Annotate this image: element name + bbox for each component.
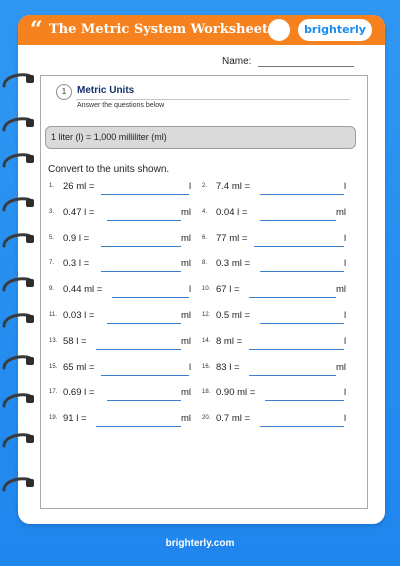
question-item	[49, 181, 202, 195]
spiral-ring	[4, 479, 34, 490]
answer-unit: l	[189, 284, 192, 295]
question-text: 26 ml =	[63, 181, 95, 192]
question-number: 2.	[202, 183, 208, 189]
name-field-line	[258, 66, 354, 67]
worksheet-header	[18, 15, 385, 45]
answer-blank[interactable]	[101, 246, 181, 247]
spiral-ring	[4, 435, 34, 446]
question-item	[202, 310, 357, 324]
spiral-ring	[4, 199, 34, 210]
question-item	[49, 413, 202, 427]
question-number: 14.	[202, 338, 211, 344]
question-item	[202, 258, 357, 272]
answer-unit: ml	[336, 362, 347, 373]
question-text: 0.03 l =	[63, 310, 95, 321]
question-item	[49, 310, 202, 324]
question-text: 0.44 ml =	[63, 284, 103, 295]
question-item	[49, 258, 202, 272]
question-number: 19.	[49, 415, 58, 421]
question-number: 17.	[49, 389, 58, 395]
question-text: 0.90 ml =	[216, 387, 256, 398]
question-text: 83 l =	[216, 362, 240, 373]
answer-blank[interactable]	[107, 400, 181, 401]
question-item	[202, 336, 357, 350]
answer-blank[interactable]	[260, 194, 344, 195]
answer-unit: l	[344, 233, 347, 244]
question-item	[49, 207, 202, 221]
question-text: 67 l =	[216, 284, 240, 295]
question-text: 0.04 l =	[216, 207, 248, 218]
answer-unit: ml	[181, 233, 192, 244]
answer-unit: ml	[181, 336, 192, 347]
question-text: 65 ml =	[63, 362, 95, 373]
answer-unit: l	[344, 336, 347, 347]
answer-unit: l	[344, 310, 347, 321]
answer-blank[interactable]	[249, 375, 336, 376]
spiral-ring	[4, 279, 34, 290]
answer-blank[interactable]	[254, 246, 344, 247]
question-text: 0.69 l =	[63, 387, 95, 398]
answer-unit: ml	[336, 284, 347, 295]
answer-blank[interactable]	[107, 220, 181, 221]
question-item	[202, 284, 357, 298]
answer-unit: l	[189, 181, 192, 192]
answer-unit: ml	[181, 258, 192, 269]
question-number: 20.	[202, 415, 211, 421]
question-item	[202, 207, 357, 221]
answer-unit: ml	[181, 387, 192, 398]
section-title: Metric Units	[77, 85, 135, 96]
answer-blank[interactable]	[101, 271, 181, 272]
answer-blank[interactable]	[96, 426, 181, 427]
question-item	[202, 362, 357, 376]
spiral-ring	[4, 119, 34, 130]
question-text: 77 ml =	[216, 233, 248, 244]
question-text: 91 l =	[63, 413, 87, 424]
question-text: 0.47 l =	[63, 207, 95, 218]
name-label: Name:	[222, 56, 252, 67]
answer-blank[interactable]	[96, 349, 181, 350]
question-item	[49, 362, 202, 376]
conversion-fact: 1 liter (l) = 1,000 milliliter (ml)	[51, 132, 167, 142]
answer-unit: l	[344, 181, 347, 192]
answer-blank[interactable]	[249, 349, 344, 350]
question-number: 7.	[49, 260, 55, 266]
answer-unit: ml	[181, 310, 192, 321]
answer-blank[interactable]	[265, 400, 344, 401]
quote-icon: “	[30, 17, 43, 43]
decorative-circle	[268, 19, 290, 41]
answer-blank[interactable]	[249, 297, 336, 298]
question-text: 58 l =	[63, 336, 87, 347]
question-item	[49, 233, 202, 247]
question-text: 0.9 l =	[63, 233, 90, 244]
answer-blank[interactable]	[107, 323, 181, 324]
question-number: 13.	[49, 338, 58, 344]
worksheet-sheet	[18, 15, 385, 524]
question-number: 6.	[202, 235, 208, 241]
worksheet-title: The Metric System Worksheet	[49, 22, 269, 37]
question-text: 7.4 ml =	[216, 181, 251, 192]
answer-blank[interactable]	[260, 271, 344, 272]
info-box	[45, 126, 356, 149]
question-text: 8 ml =	[216, 336, 243, 347]
question-number: 4.	[202, 209, 208, 215]
answer-unit: ml	[181, 413, 192, 424]
spiral-ring	[4, 155, 34, 166]
answer-unit: l	[189, 362, 192, 373]
question-number: 16.	[202, 364, 211, 370]
section-number-badge: 1	[56, 84, 72, 100]
question-number: 15.	[49, 364, 58, 370]
question-number: 9.	[49, 286, 55, 292]
spiral-ring	[4, 357, 34, 368]
answer-unit: l	[344, 387, 347, 398]
brand-logo-text: brighterly	[304, 23, 366, 36]
question-number: 8.	[202, 260, 208, 266]
question-number: 18.	[202, 389, 211, 395]
question-number: 12.	[202, 312, 211, 318]
spiral-ring	[4, 75, 34, 86]
question-item	[49, 284, 202, 298]
spiral-binding	[0, 0, 40, 566]
question-number: 1.	[49, 183, 55, 189]
question-text: 0.3 l =	[63, 258, 90, 269]
answer-blank[interactable]	[112, 297, 189, 298]
section-divider	[76, 99, 350, 100]
question-item	[202, 387, 357, 401]
question-text: 0.3 ml =	[216, 258, 251, 269]
footer-url: brighterly.com	[165, 538, 235, 549]
answer-blank[interactable]	[101, 375, 189, 376]
question-number: 5.	[49, 235, 55, 241]
spiral-ring	[4, 395, 34, 406]
answer-unit: l	[344, 258, 347, 269]
question-number: 11.	[49, 312, 57, 318]
question-item	[49, 336, 202, 350]
answer-blank[interactable]	[260, 220, 336, 221]
question-item	[202, 181, 357, 195]
instructions: Convert to the units shown.	[48, 164, 170, 175]
answer-blank[interactable]	[101, 194, 189, 195]
brand-logo	[298, 19, 372, 41]
answer-unit: ml	[181, 207, 192, 218]
answer-unit: ml	[336, 207, 347, 218]
answer-blank[interactable]	[260, 323, 344, 324]
section-subtitle: Answer the questions below	[77, 102, 165, 109]
question-text: 0.7 ml =	[216, 413, 251, 424]
question-item	[202, 233, 357, 247]
spiral-ring	[4, 235, 34, 246]
question-number: 10.	[202, 286, 211, 292]
answer-unit: l	[344, 413, 347, 424]
spiral-ring	[4, 315, 34, 326]
question-item	[49, 387, 202, 401]
question-text: 0.5 ml =	[216, 310, 251, 321]
question-item	[202, 413, 357, 427]
answer-blank[interactable]	[260, 426, 344, 427]
question-number: 3.	[49, 209, 55, 215]
